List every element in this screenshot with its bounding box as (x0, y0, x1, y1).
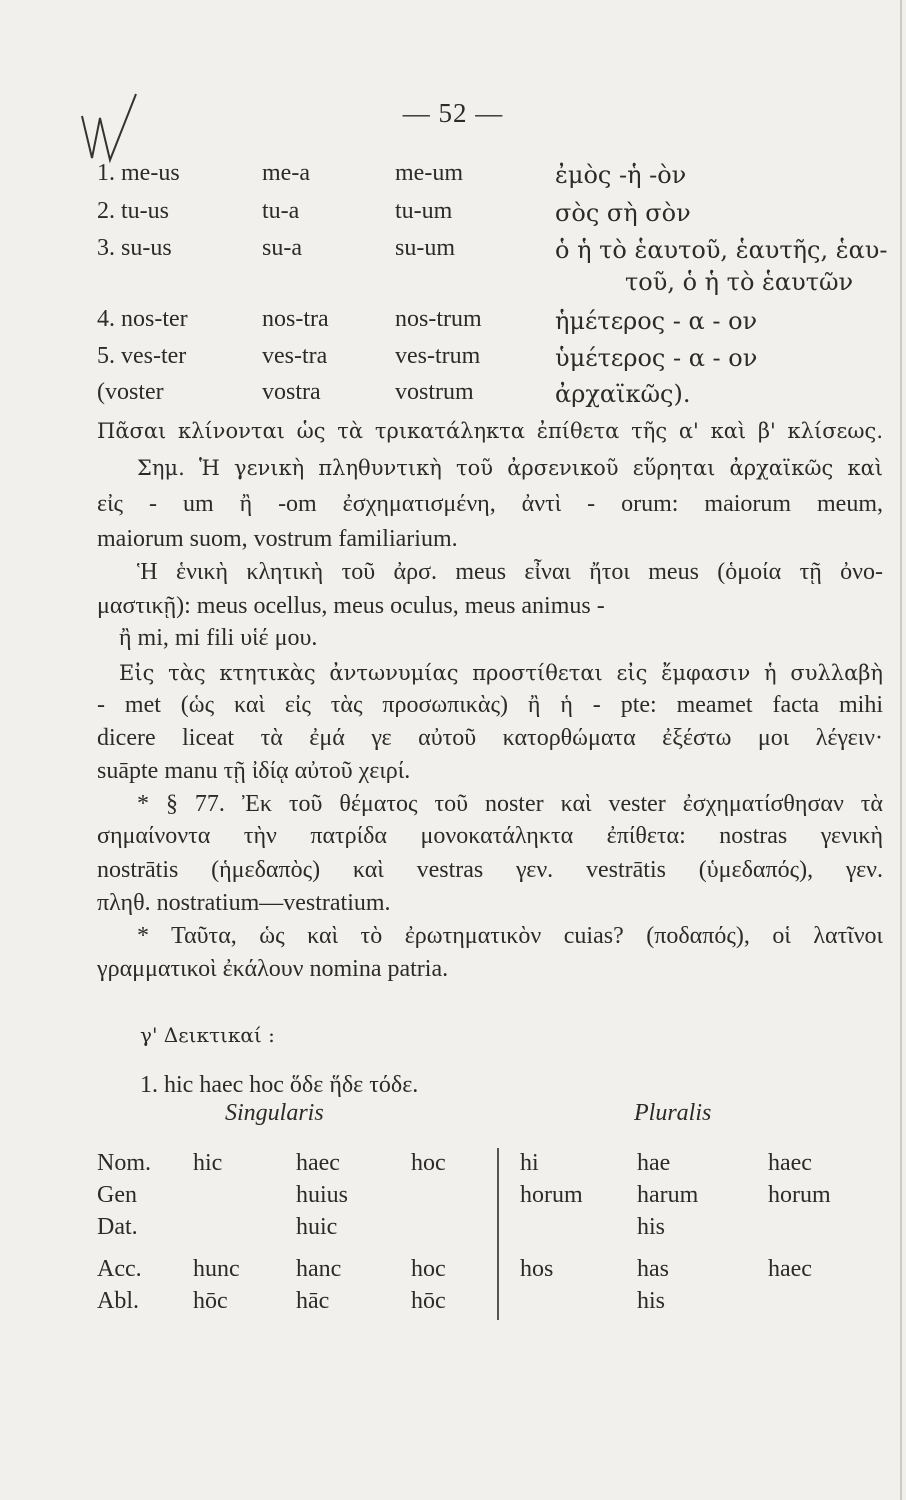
paradigm-greek: ὁ ἡ τὸ ἑαυτοῦ, ἑαυτῆς, ἑαυ- (555, 236, 888, 264)
item-heading: 1. hic haec hoc ὅδε ἥδε τόδε. (140, 1072, 419, 1098)
plur-f: hae (637, 1150, 671, 1176)
paradigm-latin-f: vostra (262, 379, 321, 405)
case-label: Acc. (97, 1256, 142, 1282)
paradigm-greek: ἐμὸς -ἡ -ὸν (555, 161, 687, 189)
section-heading: γ' Δεικτικαί : (140, 1023, 275, 1047)
paragraph-line: * § 77. Ἐκ τοῦ θέματος τοῦ noster καὶ vester ἐσχηματίσθησαν τὰ (137, 791, 883, 817)
paragraph-line: * Ταῦτα, ὡς καὶ τὸ ἐρωτηματικὸν cuias? (ποδαπός), οἱ λατῖνοι (137, 923, 883, 949)
paragraph-line: ἢ mi, mi fili υἱέ μου. (119, 625, 318, 651)
paradigm-latin-f: me-a (262, 160, 310, 186)
paradigm-latin-n: su-um (395, 235, 455, 261)
paradigm-latin-m: 1. me-us (97, 160, 180, 186)
paragraph-line: Σημ. Ἡ γενικὴ πληθυντικὴ τοῦ ἀρσενικοῦ εὕρηται ἀρχαϊκῶς καὶ (137, 456, 883, 480)
paragraph-line: εἰς - um ἢ -om ἐσχηματισμένη, ἀντὶ - orum: maiorum meum, (97, 491, 883, 517)
sing-n: hoc (411, 1256, 446, 1282)
sing-n: hōc (411, 1288, 446, 1314)
paradigm-latin-f: nos-tra (262, 306, 329, 332)
sing-m: hōc (193, 1288, 228, 1314)
plur-f: his (637, 1214, 666, 1240)
sing-f: hāc (296, 1288, 330, 1314)
case-label: Abl. (97, 1288, 139, 1314)
paragraph-line: Εἰς τὰς κτητικὰς ἀντωνυμίας προστίθεται εἰς ἔμφασιν ἡ συλλαβὴ (119, 661, 883, 685)
table-heading-pluralis: Pluralis (634, 1100, 712, 1126)
sing-f: haec (296, 1150, 340, 1176)
plur-f: his (637, 1288, 666, 1314)
plur-m: horum (520, 1182, 583, 1208)
paragraph-line: Πᾶσαι κλίνονται ὡς τὰ τρικατάληκτα ἐπίθετα τῆς α' καὶ β' κλίσεως. (97, 419, 883, 443)
paradigm-greek-cont: τοῦ, ὁ ἡ τὸ ἑαυτῶν (625, 268, 854, 296)
plur-m: hi (520, 1150, 539, 1176)
paradigm-latin-n: vostrum (395, 379, 474, 405)
table-heading-singularis: Singularis (225, 1100, 324, 1126)
page-number: — 52 — (402, 98, 504, 128)
paradigm-latin-n: tu-um (395, 198, 453, 224)
paradigm-greek: σὸς σὴ σὸν (555, 199, 691, 227)
paradigm-latin-f: tu-a (262, 198, 300, 224)
paradigm-latin-m: 5. ves-ter (97, 343, 187, 369)
case-label: Gen (97, 1182, 137, 1208)
paragraph-line: σημαίνοντα τὴν πατρίδα μονοκατάληκτα ἐπίθετα: nostras γενικὴ (97, 823, 883, 849)
paradigm-latin-n: me-um (395, 160, 463, 186)
paragraph-line: - met (ὡς καὶ εἰς τὰς προσωπικὰς) ἢ ἡ - pte: meamet facta mihi (97, 692, 883, 718)
page-edge (900, 0, 902, 1500)
sing-f: huius (296, 1182, 349, 1208)
plur-f: has (637, 1256, 669, 1282)
sing-m: hunc (193, 1256, 240, 1282)
paradigm-latin-m: 4. nos-ter (97, 306, 188, 332)
plur-m: hos (520, 1256, 554, 1282)
paragraph-line: πληθ. nostratium—vestratium. (97, 890, 391, 916)
paradigm-latin-m: 2. tu-us (97, 198, 169, 224)
paradigm-latin-n: nos-trum (395, 306, 482, 332)
paragraph-line: γραμματικοὶ ἐκάλουν nomina patria. (97, 956, 449, 982)
plur-n: haec (768, 1256, 812, 1282)
paragraph-line: dicere liceat τὰ ἐμά γε αὐτοῦ κατορθώματα ἐξέστω μοι λέγειν· (97, 725, 883, 751)
paragraph-line: nostrātis (ἡμεδαπὸς) καὶ vestras γεν. vestrātis (ὑμεδαπός), γεν. (97, 857, 883, 883)
plur-n: haec (768, 1150, 812, 1176)
paradigm-latin-f: ves-tra (262, 343, 328, 369)
paragraph-line: maiorum suom, vostrum familiarium. (97, 526, 458, 552)
paragraph-line: μαστικῇ): meus ocellus, meus oculus, meus animus - (97, 593, 605, 619)
paradigm-latin-m: 3. su-us (97, 235, 172, 261)
sing-f: hanc (296, 1256, 342, 1282)
paradigm-latin-f: su-a (262, 235, 302, 261)
paradigm-latin-n: ves-trum (395, 343, 481, 369)
sing-n: hoc (411, 1150, 446, 1176)
paradigm-greek: ὑμέτερος - α - ον (555, 344, 758, 372)
table-divider (497, 1148, 499, 1320)
plur-f: harum (637, 1182, 699, 1208)
paragraph-line: Ἡ ἑνικὴ κλητικὴ τοῦ ἀρσ. meus εἶναι ἤτοι meus (ὁμοία τῇ ὀνο- (137, 559, 883, 585)
sing-m: hic (193, 1150, 223, 1176)
plur-n: horum (768, 1182, 831, 1208)
paradigm-greek: ἡμέτερος - α - ον (555, 307, 758, 335)
paragraph-line: suāpte manu τῇ ἰδίᾳ αὐτοῦ χειρί. (97, 758, 411, 784)
case-label: Dat. (97, 1214, 138, 1240)
paradigm-latin-m: (voster (97, 379, 164, 405)
paradigm-greek: ἀρχαϊκῶς). (555, 380, 691, 408)
case-label: Nom. (97, 1150, 151, 1176)
sing-f: huic (296, 1214, 338, 1240)
